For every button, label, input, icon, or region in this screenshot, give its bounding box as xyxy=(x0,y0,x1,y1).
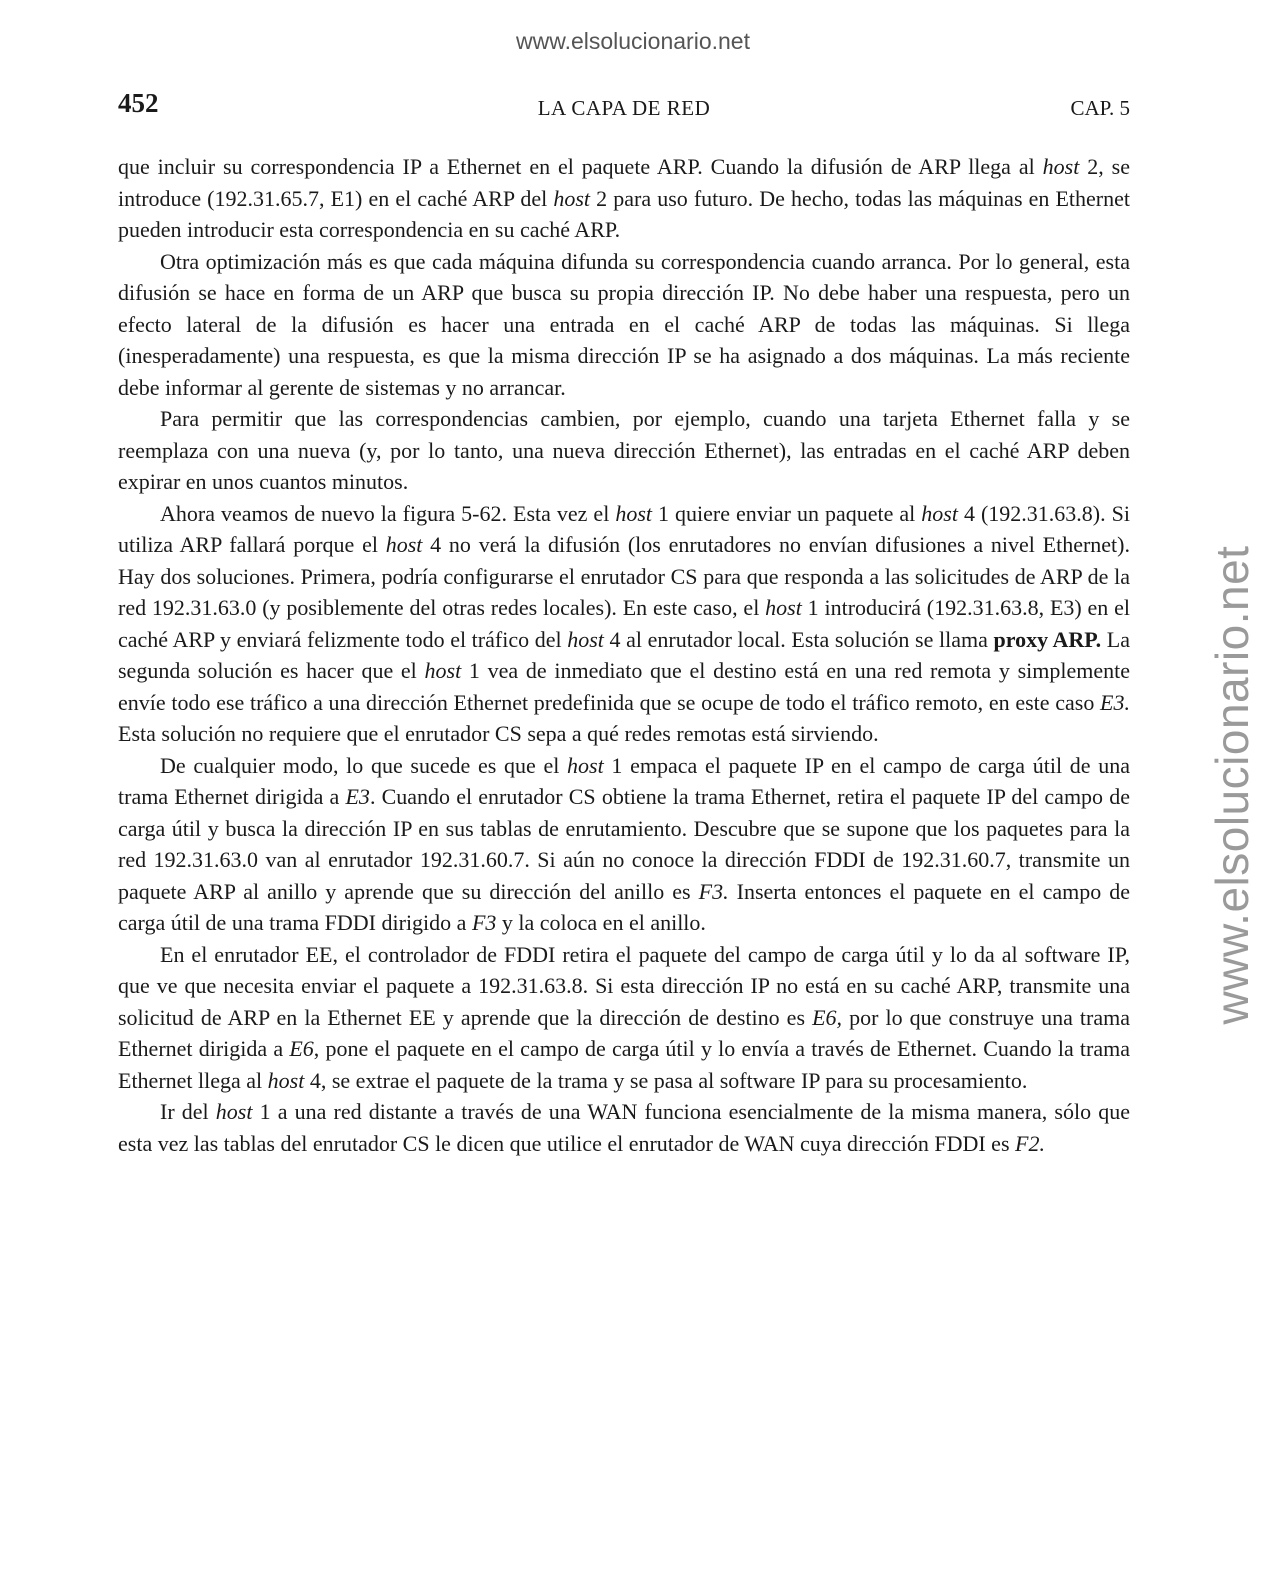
italic-term: F2. xyxy=(1015,1130,1045,1156)
text-run: En el enrutador EE, el controlador de FDDI retira el paquete del campo de carga útil y lo da al software IP, que ve que necesita enviar el paquete a 192.31.63.8. Si esta dirección IP no está en su caché ARP, transmite una solicitud de ARP en la Ethernet EE y aprende que la dirección de destino es xyxy=(118,941,1130,1030)
page-number: 452 xyxy=(118,88,159,118)
text-run: , pone el paquete en el campo de carga útil y lo envía a través de Ethernet. Cuando la trama Ethernet llega al xyxy=(118,1036,1130,1093)
text-run: 1 introducirá (192.31.63.8, E3) en el caché ARP y enviará felizmente todo el tráfico del xyxy=(118,595,1130,652)
text-run: 4 no verá la difusión (los enrutadores no envían difusiones a nivel Ethernet). Hay dos soluciones. Primera, podría configurarse el enrutador CS para que responda a las solicitudes de ARP de la red 192.31.63.0 (y posiblemente del otras redes locales). En este caso, el xyxy=(118,532,1130,620)
italic-term: E6 xyxy=(289,1036,314,1061)
paragraph-3 xyxy=(118,403,1130,498)
watermark-top: www.elsolucionario.net xyxy=(516,28,750,54)
text-run: 1 vea de inmediato que el destino está en una red remota y simplemente envíe todo ese tráfico a una dirección Ethernet predefinida que se ocupe de todo el tráfico remoto, en este caso xyxy=(118,658,1130,715)
text-run: 1 a una red distante a través de una WAN funciona esencialmente de la misma manera, sólo que esta vez las tablas del enrutador CS le dicen que utilice el enrutador de WAN cuya dirección FDDI es xyxy=(118,1099,1130,1156)
text-run: 2 para uso futuro. De hecho, todas las máquinas en Ethernet pueden introducir esta correspondencia en su caché ARP. xyxy=(118,185,1131,242)
body-text xyxy=(118,151,1130,1159)
italic-term: host xyxy=(385,532,423,557)
chapter-label: CAP. 5 xyxy=(1070,96,1130,120)
text-run: Esta solución no requiere que el enrutador CS sepa a qué redes remotas está sirviendo. xyxy=(118,721,879,746)
italic-term: E3. xyxy=(1100,689,1130,715)
italic-term: host xyxy=(615,500,652,526)
italic-term: host xyxy=(553,185,591,211)
running-title: LA CAPA DE RED xyxy=(537,96,711,120)
paragraph-1 xyxy=(118,151,1130,246)
text-run: Para permitir que las correspondencias cambien, por ejemplo, cuando una tarjeta Ethernet falla y se reemplaza con una nueva (y, por lo tanto, una nueva dirección Ethernet), las entradas en el caché ARP deben expirar en unos cuantos minutos. xyxy=(118,406,1130,494)
italic-term: host xyxy=(921,500,958,526)
text-run: y la coloca en el anillo. xyxy=(496,910,706,935)
bold-term: proxy ARP. xyxy=(993,626,1102,652)
paragraph-5 xyxy=(118,750,1130,939)
paragraph-6 xyxy=(118,939,1130,1097)
text-run: 4, se extrae el paquete de la trama y se pasa al software IP para su procesamiento. xyxy=(304,1067,1028,1093)
italic-term: host xyxy=(424,658,462,683)
text-run: De cualquier modo, lo que sucede es que el xyxy=(160,752,568,778)
text-run: 1 quiere enviar un paquete al xyxy=(652,500,922,526)
italic-term: host xyxy=(215,1099,253,1124)
italic-term: host xyxy=(1042,154,1080,179)
page-header xyxy=(118,88,1130,124)
watermark-side: www.elsolucionario.net xyxy=(1206,545,1258,1025)
text-run: Ir del xyxy=(160,1099,216,1124)
paragraph-4 xyxy=(118,498,1130,750)
text-run: que incluir su correspondencia IP a Ethernet en el paquete ARP. Cuando la difusión de ARP llega al xyxy=(118,154,1043,179)
text-run: La segunda solución es hacer que el xyxy=(118,626,1131,683)
italic-term: E6, xyxy=(812,1004,843,1030)
italic-term: host xyxy=(567,752,604,778)
italic-term: host xyxy=(765,595,802,620)
text-run: 1 empaca el paquete IP en el campo de carga útil de una trama Ethernet dirigida a xyxy=(118,752,1130,809)
italic-term: F3 xyxy=(471,910,497,935)
paragraph-7 xyxy=(118,1096,1130,1159)
italic-term: E3 xyxy=(345,784,370,809)
text-run: Ahora veamos de nuevo la figura 5-62. Esta vez el xyxy=(160,500,616,526)
italic-term: host xyxy=(267,1067,305,1093)
italic-term: host xyxy=(567,626,604,652)
text-run: Otra optimización más es que cada máquina difunda su correspondencia cuando arranca. Por lo general, esta difusión se hace en forma de un ARP que busca su propia dirección IP. No debe haber una respuesta, pero un efecto lateral de la difusión es hacer una entrada en el caché ARP de todas las máquinas. Si llega (inesperadamente) una respuesta, es que la misma dirección IP se ha asignado a dos máquinas. La más reciente debe informar al gerente de sistemas y no arrancar. xyxy=(118,248,1130,400)
text-run: 4 (192.31.63.8). Si utiliza ARP fallará porque el xyxy=(118,500,1130,557)
paragraph-2 xyxy=(118,246,1130,404)
text-run: . Cuando el enrutador CS obtiene la trama Ethernet, retira el paquete IP del campo de carga útil y busca la dirección IP en sus tablas de enrutamiento. Descubre que se supone que los paquetes para la red 192.31.63.0 van al enrutador 192.31.60.7. Si aún no conoce la dirección FDDI de 192.31.60.7, transmite un paquete ARP al anillo y aprende que su dirección del anillo es xyxy=(118,784,1130,904)
text-run: por lo que construye una trama Ethernet dirigida a xyxy=(118,1004,1131,1061)
italic-term: F3. xyxy=(698,878,729,904)
text-run: Inserta entonces el paquete en el campo de carga útil de una trama FDDI dirigido a xyxy=(118,878,1131,935)
text-run: 2, se introduce (192.31.65.7, E1) en el caché ARP del xyxy=(118,154,1130,211)
text-run: 4 al enrutador local. Esta solución se llama xyxy=(603,626,994,652)
